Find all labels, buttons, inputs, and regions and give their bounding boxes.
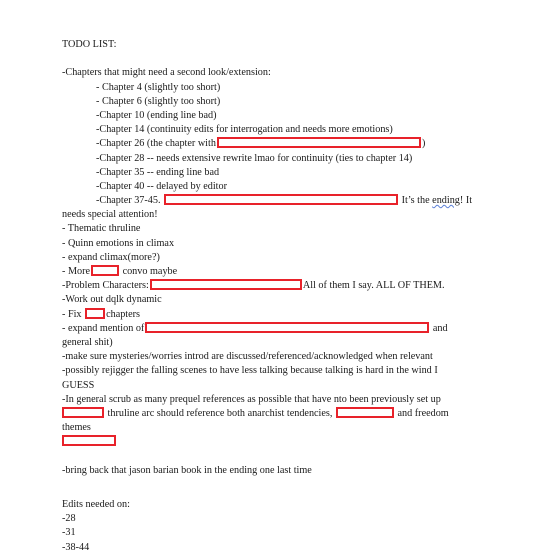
- item-rejigger[interactable]: -possibly rejigger the falling scenes to have less talking because talking is hard in the wind I: [62, 365, 438, 377]
- item-dqlk[interactable]: -Work out dqlk dynamic: [62, 294, 162, 306]
- item-ch26[interactable]: [62, 137, 482, 151]
- edit-item[interactable]: -28: [62, 513, 76, 525]
- chapters-header[interactable]: -Chapters that might need a second look/extension:: [62, 67, 271, 79]
- more-text-a: - More: [62, 266, 91, 277]
- blank-line: [62, 449, 482, 463]
- redaction-box: [150, 279, 302, 290]
- item-jason[interactable]: -bring back that jason barian book in the ending one last time: [62, 464, 312, 476]
- redaction-box: [62, 407, 104, 418]
- item-fix[interactable]: [62, 308, 482, 322]
- item-prequel[interactable]: -In general scrub as many prequel references as possible that have nto been previously set up: [62, 393, 441, 405]
- item-expand-cont[interactable]: general shit): [62, 336, 113, 348]
- edit-item[interactable]: -31: [62, 527, 76, 539]
- redaction-box: [91, 265, 119, 276]
- item-mysteries[interactable]: -make sure mysteries/worries introd are discussed/referenced/acknowledged when relevant: [62, 351, 433, 363]
- item-quinn[interactable]: - Quinn emotions in climax: [62, 237, 175, 249]
- item-ch10[interactable]: -Chapter 10 (ending line bad): [96, 109, 217, 121]
- ch26-text-b: ): [421, 138, 426, 150]
- item-ch4[interactable]: - Chapter 4 (slightly too short): [96, 81, 221, 93]
- problem-text-b: All of them I say. ALL OF THEM.: [302, 280, 445, 292]
- doc-title[interactable]: TODO LIST:: [62, 39, 117, 50]
- prequel-text-c: and freedom: [397, 407, 449, 419]
- redaction-box: [85, 308, 105, 319]
- ch37-text-c: ! It: [459, 195, 473, 207]
- item-ch37[interactable]: [62, 194, 482, 208]
- item-more[interactable]: [62, 265, 482, 279]
- item-ch37-cont[interactable]: needs special attention!: [62, 209, 158, 221]
- spellcheck-word: ending: [432, 195, 460, 207]
- item-problem-characters[interactable]: [62, 279, 482, 293]
- problem-text-a: -Problem Characters:: [62, 280, 149, 292]
- item-ch40[interactable]: -Chapter 40 -- delayed by editor: [96, 180, 227, 192]
- item-prequel-themes[interactable]: themes: [62, 422, 91, 434]
- ch26-text-a: -Chapter 26 (the chapter with: [96, 138, 216, 150]
- item-prequel-cont[interactable]: [62, 407, 482, 421]
- expand-text-a: - expand mention of: [62, 322, 145, 334]
- redaction-box: [217, 137, 421, 148]
- document-page: [62, 38, 482, 555]
- edit-item[interactable]: -38-44: [62, 541, 90, 553]
- item-thematic[interactable]: - Thematic thruline: [62, 223, 141, 235]
- item-climax[interactable]: - expand climax(more?): [62, 251, 160, 263]
- ch37-text-a: -Chapter 37-45.: [96, 195, 161, 207]
- redaction-box: [145, 322, 429, 333]
- item-rejigger-cont[interactable]: GUESS: [62, 379, 95, 391]
- fix-text-b: chapters: [106, 308, 141, 320]
- item-ch28[interactable]: -Chapter 28 -- needs extensive rewrite lmao for continuity (ties to chapter 14): [96, 152, 413, 164]
- item-ch35[interactable]: -Chapter 35 -- ending line bad: [96, 166, 220, 178]
- edits-header[interactable]: Edits needed on:: [62, 499, 130, 510]
- blank-line: [62, 478, 482, 492]
- item-redacted-line[interactable]: [62, 435, 482, 449]
- prequel-text-b: thruline arc should reference both anarchist tendencies,: [107, 407, 333, 419]
- redaction-box: [336, 407, 394, 418]
- fix-text-a: - Fix: [62, 308, 82, 320]
- more-text-b: convo maybe: [122, 266, 178, 277]
- blank-line: [62, 52, 482, 66]
- redaction-box: [164, 194, 398, 205]
- expand-text-b: and: [432, 322, 448, 334]
- item-ch14[interactable]: -Chapter 14 (continuity edits for interrogation and needs more emotions): [96, 124, 393, 136]
- item-expand[interactable]: [62, 322, 482, 336]
- ch37-text-b: It’s the: [401, 195, 430, 207]
- redaction-box: [62, 435, 116, 446]
- item-ch6[interactable]: - Chapter 6 (slightly too short): [96, 95, 221, 107]
